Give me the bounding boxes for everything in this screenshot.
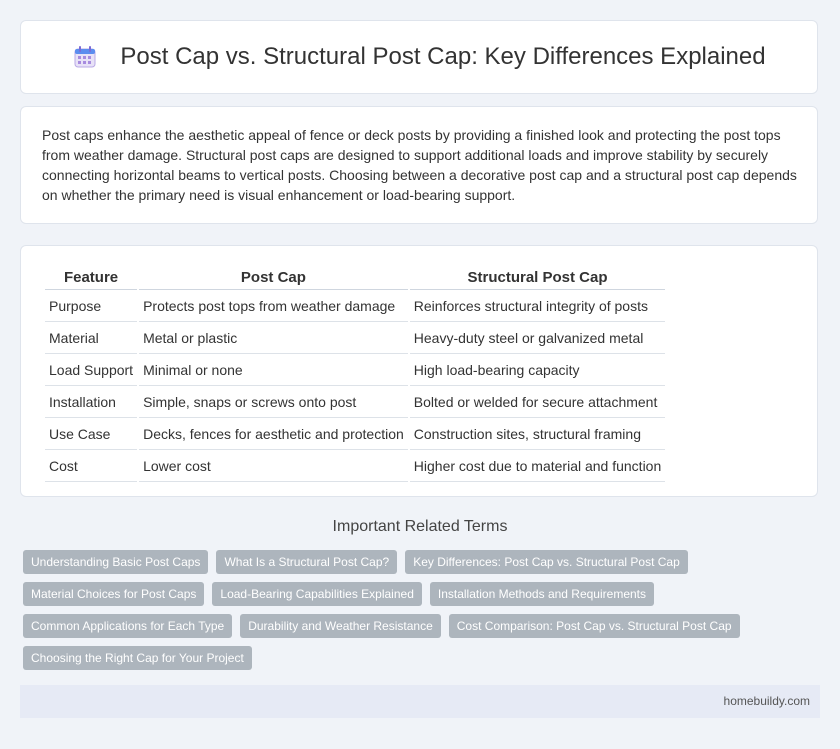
table-cell: Higher cost due to material and function [410, 450, 665, 482]
table-cell: Decks, fences for aesthetic and protection [139, 418, 408, 450]
page-title: Post Cap vs. Structural Post Cap: Key Differences Explained [120, 43, 766, 70]
related-term-tag[interactable]: Durability and Weather Resistance [240, 614, 441, 638]
header-card [20, 20, 818, 94]
table-cell: Metal or plastic [139, 322, 408, 354]
related-term-tag[interactable]: Load-Bearing Capabilities Explained [212, 582, 421, 606]
related-terms-list [23, 550, 793, 678]
table-cell: Purpose [45, 290, 137, 322]
table-cell: Cost [45, 450, 137, 482]
table-cell: Construction sites, structural framing [410, 418, 665, 450]
table-cell: Installation [45, 386, 137, 418]
footer [20, 685, 820, 718]
table-cell: High load-bearing capacity [410, 354, 665, 386]
related-term-tag[interactable]: Material Choices for Post Caps [23, 582, 204, 606]
table-cell: Protects post tops from weather damage [139, 290, 408, 322]
related-term-tag[interactable]: Cost Comparison: Post Cap vs. Structural Post Cap [449, 614, 740, 638]
comparison-table [43, 265, 667, 482]
related-term-tag[interactable]: Understanding Basic Post Caps [23, 550, 208, 574]
related-term-tag[interactable]: Installation Methods and Requirements [430, 582, 654, 606]
table-row [45, 290, 665, 322]
table-cell: Minimal or none [139, 354, 408, 386]
table-cell: Use Case [45, 418, 137, 450]
table-cell: Material [45, 322, 137, 354]
intro-card [20, 106, 818, 224]
column-header: Feature [45, 265, 137, 290]
table-row [45, 386, 665, 418]
table-header-row [45, 265, 665, 290]
related-term-tag[interactable]: Key Differences: Post Cap vs. Structural Post Cap [405, 550, 688, 574]
table-cell: Bolted or welded for secure attachment [410, 386, 665, 418]
footer-site-link[interactable]: homebuildy.com [723, 694, 810, 708]
table-cell: Reinforces structural integrity of posts [410, 290, 665, 322]
table-cell: Lower cost [139, 450, 408, 482]
table-row [45, 418, 665, 450]
table-row [45, 450, 665, 482]
table-cell: Simple, snaps or screws onto post [139, 386, 408, 418]
related-term-tag[interactable]: What Is a Structural Post Cap? [216, 550, 397, 574]
calendar-icon [72, 44, 98, 70]
table-cell: Load Support [45, 354, 137, 386]
table-row [45, 354, 665, 386]
table-row [45, 322, 665, 354]
intro-text: Post caps enhance the aesthetic appeal of fence or deck posts by providing a finished look and protecting the post tops from weather damage. Structural post caps are designed to support additional loads and improve stability by securely connecting horizontal beams to vertical posts. Choosing between a decorative post cap and a structural post cap depends on whether the primary need is visual enhancement or load-bearing support. [42, 127, 797, 203]
related-term-tag[interactable]: Common Applications for Each Type [23, 614, 232, 638]
column-header: Structural Post Cap [410, 265, 665, 290]
related-term-tag[interactable]: Choosing the Right Cap for Your Project [23, 646, 252, 670]
column-header: Post Cap [139, 265, 408, 290]
comparison-table-card [20, 245, 818, 497]
related-terms-title: Important Related Terms [332, 518, 508, 535]
table-cell: Heavy-duty steel or galvanized metal [410, 322, 665, 354]
